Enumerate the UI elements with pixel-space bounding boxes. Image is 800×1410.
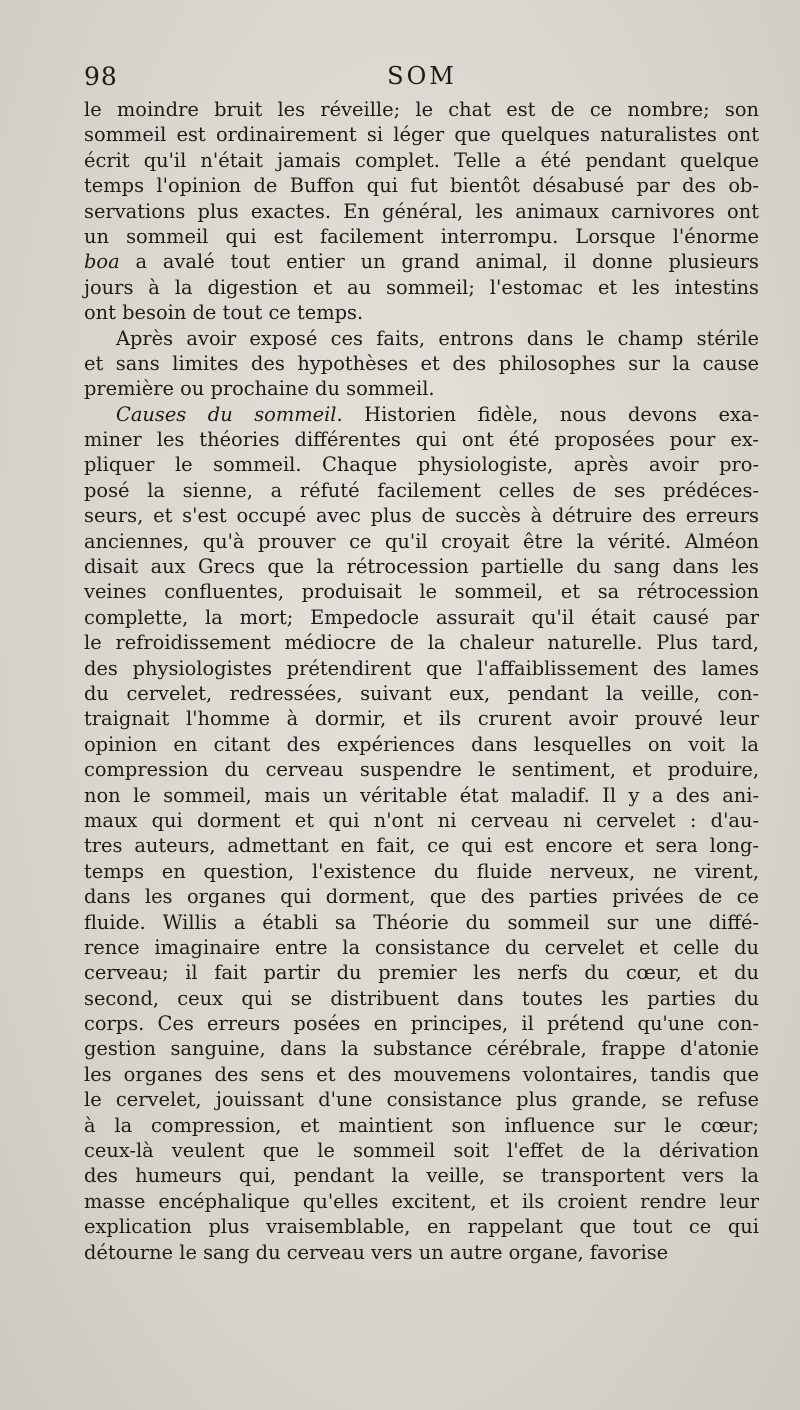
text-line: un sommeil qui est facilement interrompu. Lorsque l'énorme (84, 224, 759, 248)
text-line: le cervelet, jouissant d'une consistance plus grande, se refuse (84, 1088, 759, 1112)
text-line: temps en question, l'existence du fluide nerveux, ne virent, (84, 859, 759, 883)
text-line: jours à la digestion et au sommeil; l'estomac et les intestins (84, 275, 759, 299)
text-line: traignait l'homme à dormir, et ils crurent avoir prouvé leur (84, 707, 759, 731)
text-line: miner les théories différentes qui ont été proposées pour ex- (84, 428, 759, 452)
paragraph (84, 326, 759, 402)
text-line: explication plus vraisemblable, en rappelant que tout ce qui (84, 1215, 759, 1239)
text-line: pliquer le sommeil. Chaque physiologiste, après avoir pro- (84, 453, 759, 477)
text-line: tres auteurs, admettant en fait, ce qui est encore et sera long- (84, 834, 759, 858)
text-line: ont besoin de tout ce temps. (84, 301, 364, 325)
text-line: veines confluentes, produisait le sommeil, et sa rétrocession (84, 580, 759, 604)
text-line: posé la sienne, a réfuté facilement celles de ses prédéces- (84, 478, 759, 502)
text-line: Causes du sommeil. Historien fidèle, nous devons exa- (116, 402, 759, 426)
text-line: non le sommeil, mais un véritable état maladif. Il y a des ani- (84, 783, 759, 807)
italic-text: boa (84, 250, 120, 274)
text-line: le moindre bruit les réveille; le chat est de ce nombre; son (84, 98, 759, 121)
text-line: des humeurs qui, pendant la veille, se transportent vers la (84, 1164, 759, 1188)
text-line: du cervelet, redressées, suivant eux, pendant la veille, con- (84, 681, 759, 705)
text-line: disait aux Grecs que la rétrocession partielle du sang dans les (84, 555, 759, 579)
text-line: les organes des sens et des mouvemens volontaires, tandis que (84, 1062, 759, 1086)
text-line: détourne le sang du cerveau vers un autre organe, favorise (84, 1240, 669, 1264)
text-line: compression du cerveau suspendre le sentiment, et produire, (84, 758, 759, 782)
running-title: SOM (387, 62, 457, 90)
text-line: complette, la mort; Empedocle assurait qu'il était causé par (84, 605, 759, 629)
text-line: anciennes, qu'à prouver ce qu'il croyait être la vérité. Alméon (84, 529, 759, 553)
text-line: rence imaginaire entre la consistance du cervelet et celle du (84, 935, 759, 959)
text-line: gestion sanguine, dans la substance cérébrale, frappe d'atonie (84, 1037, 759, 1061)
text-line: ceux-là veulent que le sommeil soit l'effet de la dérivation (84, 1139, 759, 1163)
text-line: le refroidissement médiocre de la chaleur naturelle. Plus tard, (84, 631, 759, 655)
text-line: corps. Ces erreurs posées en principes, il prétend qu'une con- (84, 1012, 759, 1036)
text-line: à la compression, et maintient son influence sur le cœur; (84, 1113, 759, 1137)
text-line: opinion en citant des expériences dans lesquelles on voit la (84, 732, 759, 756)
text-line: première ou prochaine du sommeil. (84, 377, 435, 401)
text-line: fluide. Willis a établi sa Théorie du sommeil sur une diffé- (84, 910, 759, 934)
body-text (84, 97, 759, 1265)
text-line: Après avoir exposé ces faits, entrons dans le champ stérile (116, 326, 759, 350)
paragraph (84, 97, 759, 326)
italic-text: Causes du sommeil. (116, 402, 343, 426)
text-line: cerveau; il fait partir du premier les nerfs du cœur, et du (84, 961, 759, 985)
text-line: second, ceux qui se distribuent dans toutes les parties du (84, 986, 759, 1010)
text-line: et sans limites des hypothèses et des philosophes sur la cause (84, 351, 759, 375)
text-line: des physiologistes prétendirent que l'affaiblissement des lames (84, 656, 759, 680)
text-line: écrit qu'il n'était jamais complet. Telle a été pendant quelque (84, 148, 759, 172)
text-line: servations plus exactes. En général, les animaux carnivores ont (84, 199, 759, 223)
text-line: temps l'opinion de Buffon qui fut bientôt désabusé par des ob- (84, 174, 759, 198)
paragraph (84, 402, 759, 1265)
running-head (84, 62, 760, 92)
text-line: sommeil est ordinairement si léger que quelques naturalistes ont (84, 123, 759, 147)
text-line: boa a avalé tout entier un grand animal, il donne plusieurs (84, 250, 759, 274)
text-line: maux qui dorment et qui n'ont ni cerveau ni cervelet : d'au- (84, 808, 759, 832)
page-number: 98 (84, 62, 118, 91)
text-line: seurs, et s'est occupé avec plus de succès à détruire des erreurs (84, 504, 759, 528)
text-line: dans les organes qui dorment, que des parties privées de ce (84, 885, 759, 909)
text-line: masse encéphalique qu'elles excitent, et ils croient rendre leur (84, 1189, 759, 1213)
